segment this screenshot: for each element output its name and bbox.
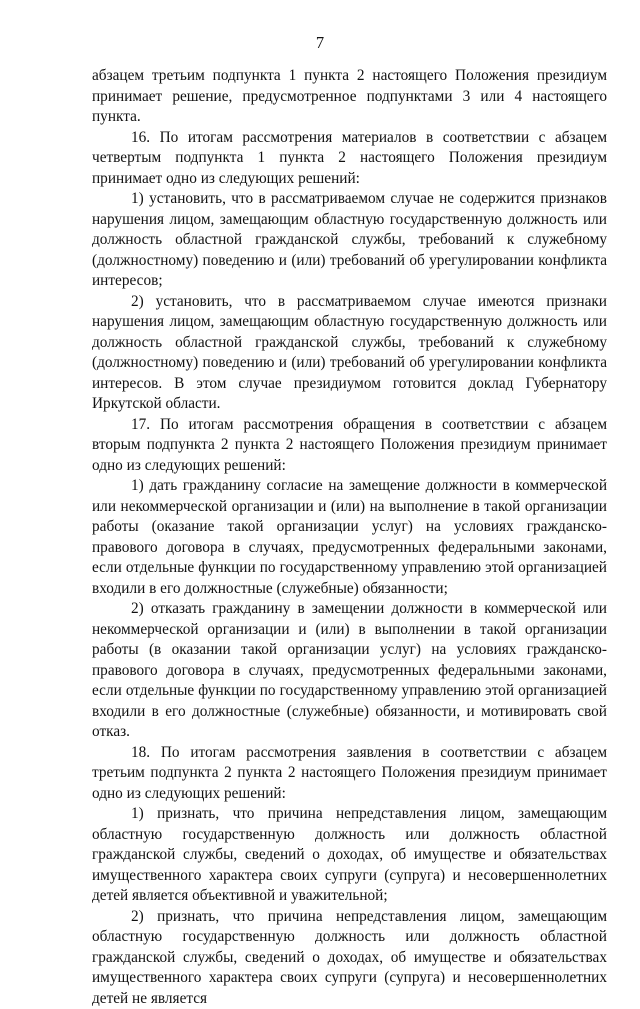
paragraph-item-18-2: 2) признать, что причина непредставления лицом, замещающим областную государственную должность или должность областной гражданской службы, сведений о доходах, об имуществе и обязательствах имущественного характера своих супруги (супруга) и несовершеннолетних детей не является (92, 907, 607, 1009)
page-number: 7 (0, 33, 640, 53)
paragraph-item-16-2: 2) установить, что в рассматриваемом случае имеются признаки нарушения лицом, замещающим областную государственную должность или должность областной гражданской службы, требований к служебному (должностному) поведению и (или) требований об урегулировании конфликта интересов. В этом случае президиумом готовится доклад Губернатору Иркутской области. (92, 292, 607, 415)
paragraph-item-18-1: 1) признать, что причина непредставления лицом, замещающим областную государственную должность или должность областной гражданской службы, сведений о доходах, об имуществе и обязательствах имущественного характера своих супруги (супруга) и несовершеннолетних детей является объективной и уважительной; (92, 804, 607, 907)
paragraph-item-17: 17. По итогам рассмотрения обращения в соответствии с абзацем вторым подпункта 2 пункта 2 настоящего Положения президиум принимает одно из следующих решений: (92, 415, 607, 477)
paragraph-item-16: 16. По итогам рассмотрения материалов в соответствии с абзацем четвертым подпункта 1 пункта 2 настоящего Положения президиум принимает одно из следующих решений: (92, 128, 607, 190)
paragraph-item-16-1: 1) установить, что в рассматриваемом случае не содержится признаков нарушения лицом, замещающим областную государственную должность или должность областной гражданской службы, требований к служебному (должностному) поведению и (или) требований об урегулировании конфликта интересов; (92, 189, 607, 292)
paragraph-item-17-2: 2) отказать гражданину в замещении должности в коммерческой или некоммерческой организации и (или) в выполнении в такой организации работы (в оказании такой организации услуг) на условиях гражданско-правового договора в случаях, предусмотренных федеральными законами, если отдельные функции по государственному управлению этой организацией входили в его должностные (служебные) обязанности, и мотивировать свой отказ. (92, 599, 607, 743)
document-body (92, 66, 607, 1009)
paragraph-continuation: абзацем третьим подпункта 1 пункта 2 настоящего Положения президиум принимает решение, предусмотренное подпунктами 3 или 4 настоящего пункта. (92, 66, 607, 128)
paragraph-item-18: 18. По итогам рассмотрения заявления в соответствии с абзацем третьим подпункта 2 пункта 2 настоящего Положения президиум принимает одно из следующих решений: (92, 743, 607, 805)
paragraph-item-17-1: 1) дать гражданину согласие на замещение должности в коммерческой или некоммерческой организации и (или) на выполнение в такой организации работы (оказание такой организации услуг) на условиях гражданско-правового договора в случаях, предусмотренных федеральными законами, если отдельные функции по государственному управлению этой организацией входили в его должностные (служебные) обязанности; (92, 476, 607, 599)
